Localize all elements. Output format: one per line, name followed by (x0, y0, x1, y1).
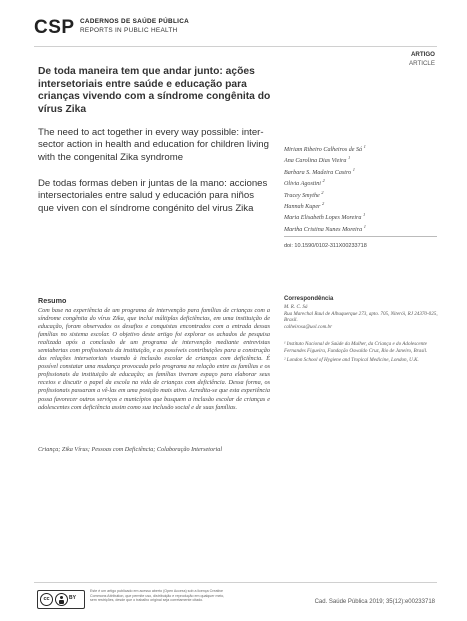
doi-divider (284, 236, 437, 237)
author-list (284, 141, 444, 232)
cc-by-label: BY (69, 595, 76, 601)
author-name: Hannah Kuper $^2$ (284, 200, 325, 210)
article-type-en: ARTICLE (408, 60, 435, 67)
journal-name-en: REPORTS IN PUBLIC HEALTH (80, 27, 178, 34)
author-name: Ana Carolina Dias Vieira $^1$ (284, 155, 351, 165)
author-name: Barbara S. Madeira Castro $^1$ (284, 166, 355, 176)
author-name: Tracey Smythe $^2$ (284, 189, 324, 199)
journal-logo: CSP (34, 17, 75, 38)
footer-divider (34, 582, 437, 583)
affiliations (284, 341, 442, 367)
author-name: Miriam Ribeiro Calheiros de Sá $^1$ (284, 144, 366, 154)
header-divider (34, 46, 437, 47)
abstract-text: Com base na experiência de um programa de intervenção para famílias de crianças com a síndrome congênita do vírus Zika, que inclui múltiplas deficiências, em uma instituição de educação, foram observados os desafios e conquistas encontrados com a entrada dessas famílias no sistema escolar. O objetivo deste artigo foi explorar os achados de pesquisa realizada após a conclusão de um programa de intervenção mediante entrevistas semiabertas com profissionais da instituição, e as possíveis contribuições para a construção das relações intersetoriais visando à inclusão escolar de crianças com deficiência. É possível constatar uma mudança provocada pelo programa na relação entre as famílias e os profissionais da instituição de educação; as famílias tiveram espaço para elaborar seus receios e discutir o papel da escola na vida de crianças com deficiência. Dessa forma, os profissionais passaram a vê-las em uma posição mais ativa. Acredita-se que esta experiência possa favorecer outros serviços e municípios que busquem a inclusão escolar de crianças e adolescentes com deficiência assim como sua inclusão social e de suas famílias. (38, 307, 270, 411)
correspondence-details (284, 304, 442, 330)
keywords: Criança; Zika Vírus; Pessoas com Deficiência; Colaboração Intersetorial (38, 446, 223, 453)
attribution-icon (55, 593, 68, 606)
title-spanish: De todas formas deben ir juntas de la mano: acciones intersectoriales entre salud y educación para niños que viven con el síndrome congénito del virus Zika (38, 178, 268, 214)
creative-commons-badge[interactable] (37, 590, 85, 609)
correspondence-email[interactable]: calheirosa@uol.com.br (284, 323, 333, 330)
author-name: Martha Cristina Nunes Moreira $^1$ (284, 223, 366, 233)
author-name: Olivia Agostini $^2$ (284, 178, 325, 188)
doi-link[interactable]: doi: 10.1590/0102-311X00233718 (284, 243, 367, 249)
abstract-heading: Resumo (38, 296, 67, 305)
citation: Cad. Saúde Pública 2019; 35(12):e00233718 (314, 599, 435, 605)
journal-name-pt: CADERNOS DE SAÚDE PÚBLICA (80, 18, 190, 25)
title-portuguese: De toda maneira tem que andar junto: ações intersetoriais entre saúde e educação para crianças vivendo com a síndrome congênita do vírus Zika (38, 66, 271, 115)
correspondence-address: Rua Marechal Raul de Albuquerque 273, apto. 705, Niterói, RJ 24370-025, Brasil. (284, 310, 438, 324)
correspondence-name: M. R. C. Sá (284, 304, 308, 310)
correspondence-heading: Correspondência (284, 296, 334, 302)
cc-icon: cc (40, 593, 53, 606)
title-english: The need to act together in every way possible: inter-sector action in health and education for children living with the congenital Zika syndrome (38, 127, 269, 163)
article-type-pt: ARTIGO (410, 51, 435, 58)
affiliation: ² London School of Hygiene and Tropical Medicine, London, U.K. (284, 357, 419, 364)
license-notice: Este é um artigo publicado em acesso aberto (Open Access) sob a licença Creative Commons Attribution, que permite uso, distribuição e reprodução em qualquer meio, sem restrições, desde que o trabalho original seja corretamente citado. (90, 589, 225, 603)
affiliation: ¹ Instituto Nacional de Saúde da Mulher, da Criança e do Adolescente Fernandes Figueira, Fundação Oswaldo Cruz, Rio de Janeiro, Brasil. (284, 341, 428, 354)
author-name: Maria Elisabeth Lopes Moreira $^1$ (284, 212, 366, 222)
